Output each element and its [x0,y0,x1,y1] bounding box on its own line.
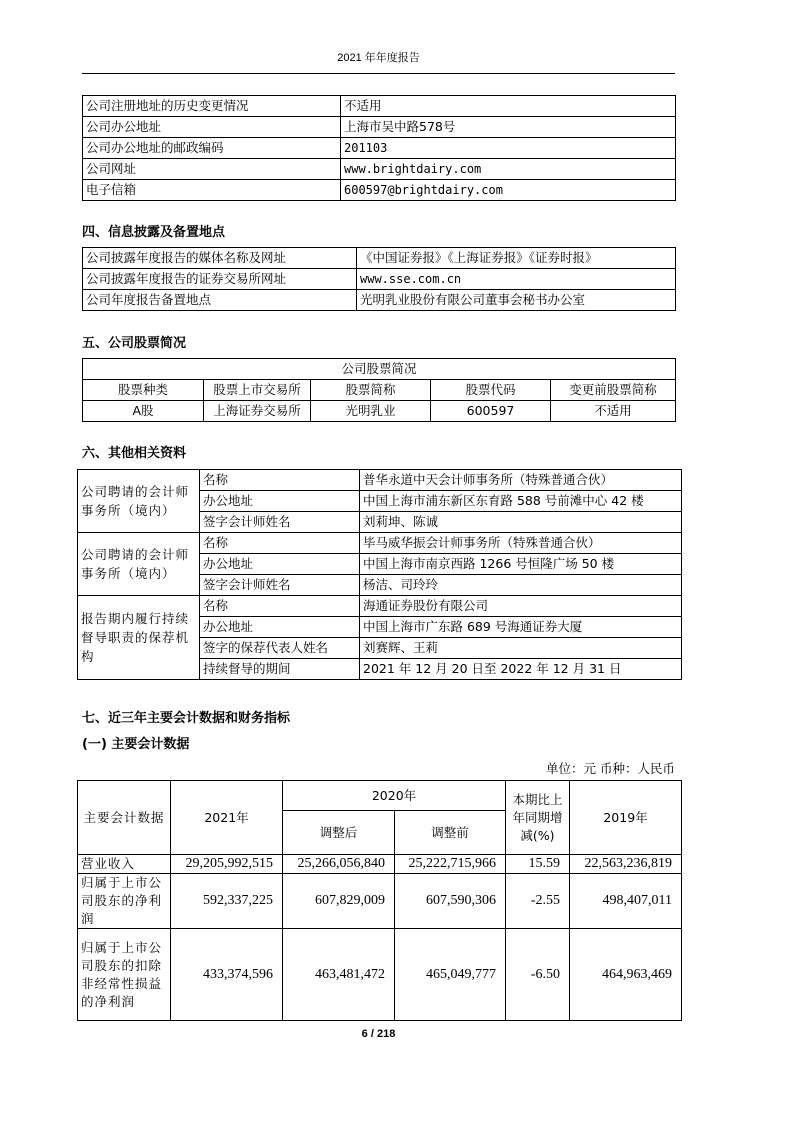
value-cell: 25,266,056,840 [283,855,395,874]
table-row [78,596,682,617]
value-cell: 29,205,992,515 [171,855,283,874]
column-header: 股票代码 [431,380,551,401]
value-cell: 465,049,777 [395,929,506,1021]
page-header: 2021 年年度报告 [337,52,420,64]
field-label: 办公地址 [200,617,360,638]
field-label: 签字会计师姓名 [200,512,360,533]
stock-cell: 不适用 [551,401,676,422]
section-title-financials: 七、近三年主要会计数据和财务指标 [82,711,291,726]
field-label: 名称 [200,470,360,491]
disclosure-label: 公司披露年度报告的证券交易所网址 [83,269,357,290]
subsection-title-accounting-data: (一) 主要会计数据 [82,737,190,752]
website-link[interactable]: www.brightdairy.com [341,159,676,180]
field-value: 海通证券股份有限公司 [360,596,682,617]
value-cell: 464,963,469 [570,929,682,1021]
table-row [78,855,682,874]
group-label: 公司聘请的会计师事务所（境内） [78,533,200,596]
field-label: 持续督导的期间 [200,659,360,680]
other-info-table [77,469,682,680]
field-value: 普华永道中天会计师事务所（特殊普通合伙） [360,470,682,491]
stock-cell: 600597 [431,401,551,422]
info-label: 公司办公地址 [83,117,341,138]
value-cell: 433,374,596 [171,929,283,1021]
disclosure-table [82,247,676,311]
table-row [83,359,676,380]
info-label: 电子信箱 [83,180,341,201]
column-header: 股票种类 [83,380,204,401]
field-value: 毕马威华振会计师事务所（特殊普通合伙） [360,533,682,554]
value-cell: -6.50 [506,929,570,1021]
company-info-table [82,95,676,201]
field-value: 杨洁、司玲玲 [360,575,682,596]
field-value: 刘莉坤、陈诚 [360,512,682,533]
column-header: 2020年 [283,781,506,811]
table-row [83,159,676,180]
disclosure-label: 公司年度报告备置地点 [83,290,357,311]
accounting-data-table [77,780,682,1021]
table-row [78,929,682,1021]
table-row [83,290,676,311]
value-cell: 592,337,225 [171,874,283,929]
value-cell: 15.59 [506,855,570,874]
group-label: 报告期内履行持续督导职责的保荐机构 [78,596,200,680]
value-cell: 498,407,011 [570,874,682,929]
field-label: 办公地址 [200,491,360,512]
value-cell: -2.55 [506,874,570,929]
value-cell: 25,222,715,966 [395,855,506,874]
value-cell: 463,481,472 [283,929,395,1021]
stock-cell: A股 [83,401,204,422]
page-number: 6 / 218 [361,1028,396,1040]
disclosure-value: 光明乳业股份有限公司董事会秘书办公室 [357,290,676,311]
row-label: 营业收入 [78,855,171,874]
info-label: 公司办公地址的邮政编码 [83,138,341,159]
field-label: 名称 [200,596,360,617]
value-cell: 22,563,236,819 [570,855,682,874]
stock-table [82,358,676,422]
table-row [83,248,676,269]
info-value: 201103 [341,138,676,159]
column-header: 变更前股票简称 [551,380,676,401]
disclosure-value: 《中国证券报》《上海证券报》《证券时报》 [357,248,676,269]
table-row [83,117,676,138]
table-row [83,401,676,422]
value-cell: 607,829,009 [283,874,395,929]
header-rule [82,73,675,74]
column-header: 2019年 [570,781,682,855]
column-header: 2021年 [171,781,283,855]
field-value: 2021 年 12 月 20 日至 2022 年 12 月 31 日 [360,659,682,680]
table-row [83,380,676,401]
column-header: 调整后 [283,811,395,855]
field-label: 签字的保荐代表人姓名 [200,638,360,659]
table-row [78,470,682,491]
stock-cell: 光明乳业 [311,401,431,422]
field-value: 中国上海市浦东新区东育路 588 号前滩中心 42 楼 [360,491,682,512]
table-row [78,533,682,554]
column-header: 股票简称 [311,380,431,401]
row-label: 归属于上市公司股东的扣除非经常性损益的净利润 [78,929,171,1021]
value-cell: 607,590,306 [395,874,506,929]
info-value: 上海市吴中路578号 [341,117,676,138]
table-row [78,874,682,929]
group-label: 公司聘请的会计师事务所（境内） [78,470,200,533]
table-row [83,96,676,117]
table-row [83,269,676,290]
row-label: 归属于上市公司股东的净利润 [78,874,171,929]
table-row [83,138,676,159]
column-header: 股票上市交易所 [204,380,311,401]
table-row [78,781,682,811]
exchange-website-link[interactable]: www.sse.com.cn [357,269,676,290]
email-link[interactable]: 600597@brightdairy.com [341,180,676,201]
section-title-other-info: 六、其他相关资料 [82,446,187,461]
field-label: 名称 [200,533,360,554]
column-header: 主要会计数据 [78,781,171,855]
section-title-disclosure: 四、信息披露及备置地点 [82,225,226,240]
table-row [83,180,676,201]
stock-cell: 上海证券交易所 [204,401,311,422]
info-value: 不适用 [341,96,676,117]
section-title-stock: 五、公司股票简况 [82,336,187,351]
field-value: 中国上海市广东路 689 号海通证券大厦 [360,617,682,638]
unit-currency-note: 单位：元 币种：人民币 [546,761,675,776]
info-label: 公司网址 [83,159,341,180]
disclosure-label: 公司披露年度报告的媒体名称及网址 [83,248,357,269]
field-value: 刘赛辉、王莉 [360,638,682,659]
stock-table-title: 公司股票简况 [83,359,676,380]
column-header: 调整前 [395,811,506,855]
field-label: 签字会计师姓名 [200,575,360,596]
field-value: 中国上海市南京西路 1266 号恒隆广场 50 楼 [360,554,682,575]
column-header: 本期比上年同期增减(%) [506,781,570,855]
field-label: 办公地址 [200,554,360,575]
info-label: 公司注册地址的历史变更情况 [83,96,341,117]
